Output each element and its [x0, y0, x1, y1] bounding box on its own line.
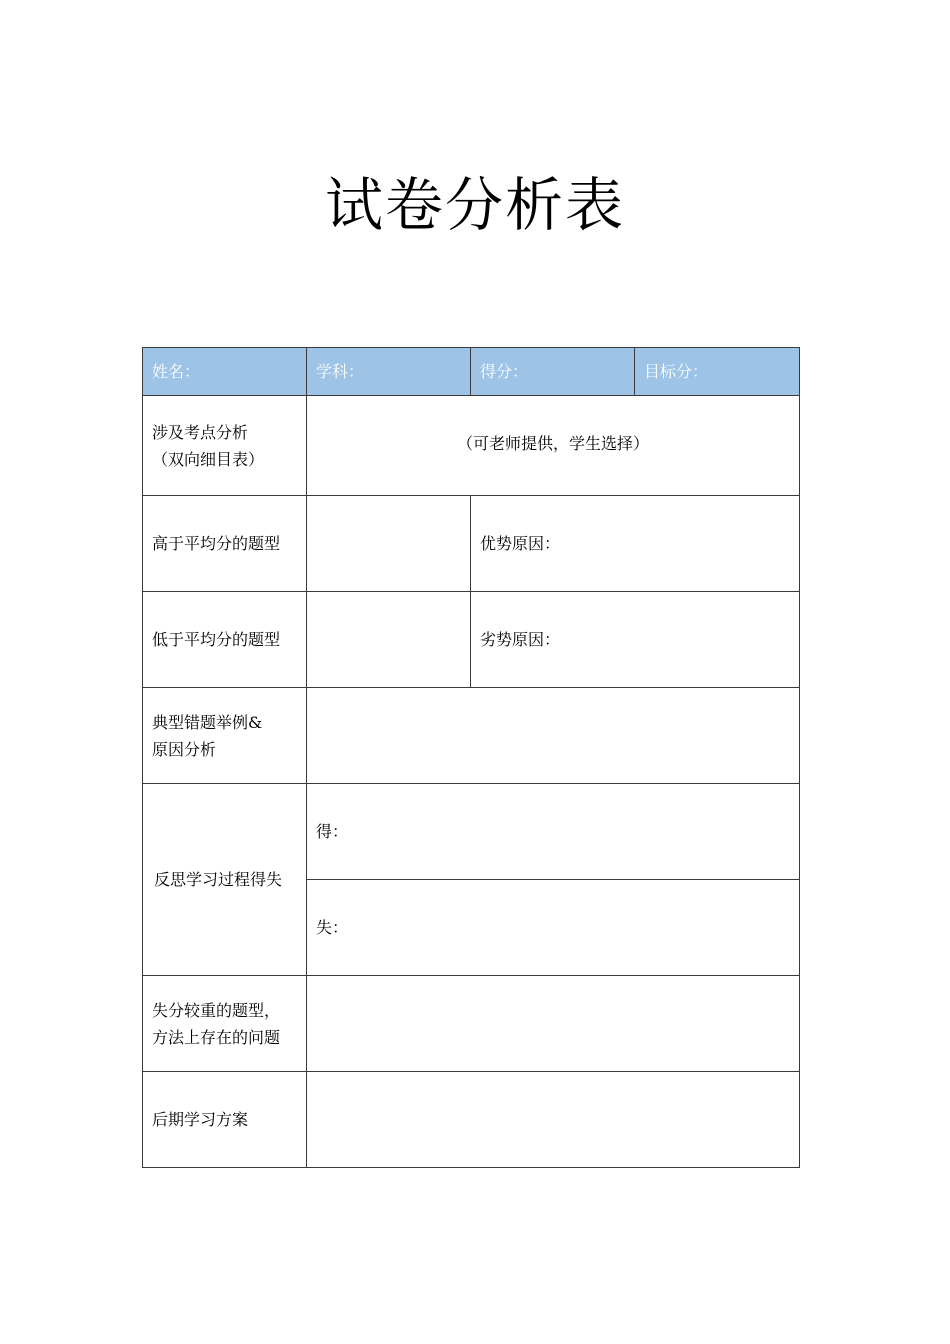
advantage-reason-label: 优势原因： — [480, 534, 561, 553]
header-row — [143, 348, 800, 396]
typical-errors-label-cell — [143, 688, 307, 784]
below-average-types-cell[interactable] — [307, 592, 471, 688]
typical-errors-row — [143, 688, 800, 784]
gain-label: 得： — [316, 822, 349, 841]
study-plan-label-cell — [143, 1072, 307, 1168]
target-score-cell[interactable] — [635, 348, 800, 396]
reflection-label-cell — [143, 784, 307, 976]
below-average-label: 低于平均分的题型 — [152, 630, 281, 649]
name-label: 姓名： — [152, 362, 201, 381]
typical-errors-sublabel: 原因分析 — [152, 739, 217, 759]
study-plan-content-cell[interactable] — [307, 1072, 800, 1168]
reflection-label: 反思学习过程得失 — [154, 870, 283, 889]
analysis-table — [142, 347, 800, 1168]
study-plan-label: 后期学习方案 — [152, 1110, 249, 1129]
above-average-types-cell[interactable] — [307, 496, 471, 592]
disadvantage-reason-cell[interactable] — [471, 592, 800, 688]
gain-cell[interactable] — [307, 784, 800, 880]
loss-cell[interactable] — [307, 880, 800, 976]
below-average-label-cell — [143, 592, 307, 688]
target-score-label: 目标分： — [644, 362, 709, 381]
disadvantage-reason-label: 劣势原因： — [480, 630, 561, 649]
heavy-loss-sublabel: 方法上存在的问题 — [152, 1027, 281, 1047]
heavy-loss-label-cell — [143, 976, 307, 1072]
score-cell[interactable] — [471, 348, 635, 396]
knowledge-hint: （可老师提供，学生选择） — [456, 434, 649, 453]
above-average-row — [143, 496, 800, 592]
knowledge-label: 涉及考点分析 — [152, 422, 249, 442]
heavy-loss-row — [143, 976, 800, 1072]
subject-label: 学科： — [316, 362, 365, 381]
score-label: 得分： — [480, 362, 529, 381]
knowledge-label-cell — [143, 396, 307, 496]
typical-errors-content-cell[interactable] — [307, 688, 800, 784]
page-title: 试卷分析表 — [324, 170, 625, 239]
knowledge-sublabel: （双向细目表） — [152, 449, 265, 469]
knowledge-content-cell[interactable] — [307, 396, 800, 496]
heavy-loss-content-cell[interactable] — [307, 976, 800, 1072]
reflection-gain-row — [143, 784, 800, 880]
name-cell[interactable] — [143, 348, 307, 396]
knowledge-row — [143, 396, 800, 496]
study-plan-row — [143, 1072, 800, 1168]
subject-cell[interactable] — [307, 348, 471, 396]
heavy-loss-label: 失分较重的题型， — [152, 1000, 281, 1020]
above-average-label-cell — [143, 496, 307, 592]
below-average-row — [143, 592, 800, 688]
above-average-label: 高于平均分的题型 — [152, 534, 281, 553]
advantage-reason-cell[interactable] — [471, 496, 800, 592]
loss-label: 失： — [316, 918, 349, 937]
typical-errors-label: 典型错题举例& — [152, 712, 263, 732]
